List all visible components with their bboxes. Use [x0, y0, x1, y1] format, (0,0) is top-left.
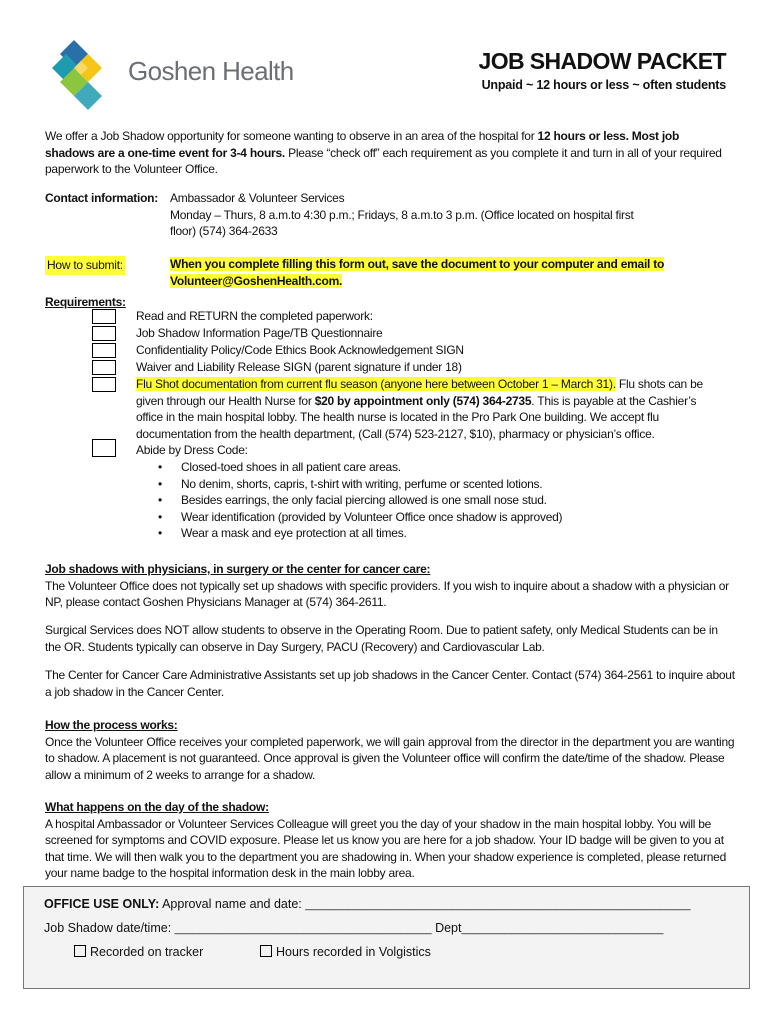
recorded-on-tracker-option[interactable] [74, 945, 203, 959]
how-to-submit-label: How to submit: [45, 256, 125, 275]
list-item: • Besides earrings, the only facial piercing allowed is one small nose stud. [156, 492, 562, 509]
page-title: JOB SHADOW PACKET [478, 48, 726, 74]
contact-line: floor) (574) 364-2633 [170, 224, 278, 239]
process-paragraph: Once the Volunteer Office receives your completed paperwork, we will gain approval from the director in the department you are wanting to shadow. A placement is not guaranteed. Once approval is given the Volunteer office will confirm the date/time of the shadow. Please allow a minimum of 2 weeks to arrange for a shadow. [45, 734, 735, 782]
submit-line: When you complete filling this form out, save the document to your computer and email to [170, 257, 665, 271]
page-subtitle: Unpaid ~ 12 hours or less ~ often students [481, 78, 726, 92]
office-use-label: OFFICE USE ONLY: [44, 897, 160, 911]
contact-label: Contact information: [45, 191, 158, 205]
flu-shot-highlight: Flu Shot documentation from current flu season (anyone here between October 1 – March 31). [136, 377, 616, 391]
intro-text: We offer a Job Shadow opportunity for someone wanting to observe in an area of the hospital for [45, 129, 538, 143]
list-item: • Wear identification (provided by Volunteer Office once shadow is approved) [156, 509, 562, 526]
intro-paragraph [45, 128, 730, 178]
shadow-date-field[interactable]: __________________________________________ [174, 923, 432, 935]
office-use-box [23, 886, 750, 989]
requirement-text: Read and RETURN the completed paperwork: [136, 309, 373, 323]
tracker-checkbox[interactable] [74, 945, 86, 957]
process-heading: How the process works: [45, 718, 178, 732]
approval-label: Approval name and date: [159, 897, 306, 911]
shadow-date-line [44, 921, 663, 935]
hours-recorded-option[interactable] [260, 945, 431, 959]
dept-label: Dept [431, 921, 462, 935]
flu-shot-detail-end: . This is payable at the Cashier’s office in the main hospital lobby. The health nurse is located in the Pro Park One building. We accept flu documentation from the health department, (Call (574) 523-2127, $10), pharmacy or physician’s office. [136, 393, 697, 441]
day-of-heading: What happens on the day of the shadow: [45, 800, 269, 814]
day-of-paragraph: A hospital Ambassador or Volunteer Services Colleague will greet you the day of your shadow in the main hospital lobby. You will be screened for symptoms and COVID exposure. Please let us know you are here for a job shadow. Your ID badge will be given to you at that time. We will then walk you to the department you are shadowing in. When your shadow experience is completed, please returned your name badge to the hospital information desk in the main lobby area. [45, 816, 727, 881]
requirement-checkbox[interactable] [92, 326, 116, 341]
physicians-heading: Job shadows with physicians, in surgery or the center for cancer care: [45, 562, 431, 576]
physicians-section [45, 561, 735, 611]
requirement-checkbox[interactable] [92, 439, 116, 457]
requirement-text: Job Shadow Information Page/TB Questionnaire [136, 326, 383, 340]
requirement-checkbox[interactable] [92, 377, 116, 392]
submit-email-link[interactable]: Volunteer@GoshenHealth.com. [170, 273, 343, 288]
physicians-paragraph: The Volunteer Office does not typically set up shadows with specific providers. If you wish to inquire about a shadow with a physician or NP, please contact Goshen Physicians Manager at (574) 364-2611. [45, 578, 729, 610]
requirement-checkbox[interactable] [92, 309, 116, 324]
dress-code-text: Abide by Dress Code: [136, 443, 248, 457]
day-of-section [45, 799, 735, 882]
volgistics-checkbox[interactable] [260, 945, 272, 957]
surgical-paragraph: Surgical Services does NOT allow students to observe in the Operating Room. Due to patient safety, only Medical Students can be in the OR. Students typically can observe in Day Surgery, PACU (Recovery) and Cardiovascular Lab. [45, 623, 718, 654]
shadow-date-label: Job Shadow date/time: [44, 921, 175, 935]
intro-text-end: Please “check off” each requirement as you complete it and turn in all of your required paperwork to the Volunteer Office. [45, 145, 722, 177]
approval-line [44, 897, 691, 911]
process-section [45, 717, 735, 783]
flu-shot-text [136, 376, 726, 442]
contact-line: Monday – Thurs, 8 a.m.to 4:30 p.m.; Fridays, 8 a.m.to 3 p.m. (Office located on hospital first [170, 207, 634, 222]
requirement-text: Waiver and Liability Release SIGN (parent signature if under 18) [136, 360, 462, 374]
requirement-text: Confidentiality Policy/Code Ethics Book Acknowledgement SIGN [136, 343, 464, 357]
tracker-label: Recorded on tracker [90, 945, 204, 959]
logo-mark-icon [52, 38, 132, 110]
requirement-checkbox[interactable] [92, 343, 116, 358]
dept-field[interactable]: _________________________________ [461, 923, 664, 935]
approval-field[interactable]: _______________________________________________________________ [305, 899, 691, 911]
contact-line: Ambassador & Volunteer Services [170, 191, 345, 205]
list-item: • Closed-toed shoes in all patient care areas. [156, 459, 562, 476]
logo-wordmark: Goshen Health [128, 56, 294, 86]
dress-code-list [156, 459, 562, 542]
requirement-checkbox[interactable] [92, 360, 116, 375]
flu-shot-detail: Flu shots can be given through our Health Nurse for [136, 377, 703, 408]
how-to-submit-text [170, 256, 670, 289]
volgistics-label: Hours recorded in Volgistics [276, 945, 431, 959]
flu-shot-appointment: $20 by appointment only (574) 364-2735 [314, 393, 532, 408]
cancer-center-paragraph: The Center for Cancer Care Administrative Assistants set up job shadows in the Cancer Center. Contact (574) 364-2561 to inquire about a job shadow in the Cancer Center. [45, 668, 735, 699]
requirements-heading: Requirements: [45, 295, 126, 309]
list-item: • No denim, shorts, capris, t-shirt with writing, perfume or scented lotions. [156, 476, 562, 493]
contact-info [170, 190, 650, 240]
list-item: • Wear a mask and eye protection at all times. [156, 525, 562, 542]
intro-bold-text: 12 hours or less. Most job shadows are a one-time event for 3-4 hours. [45, 129, 680, 160]
